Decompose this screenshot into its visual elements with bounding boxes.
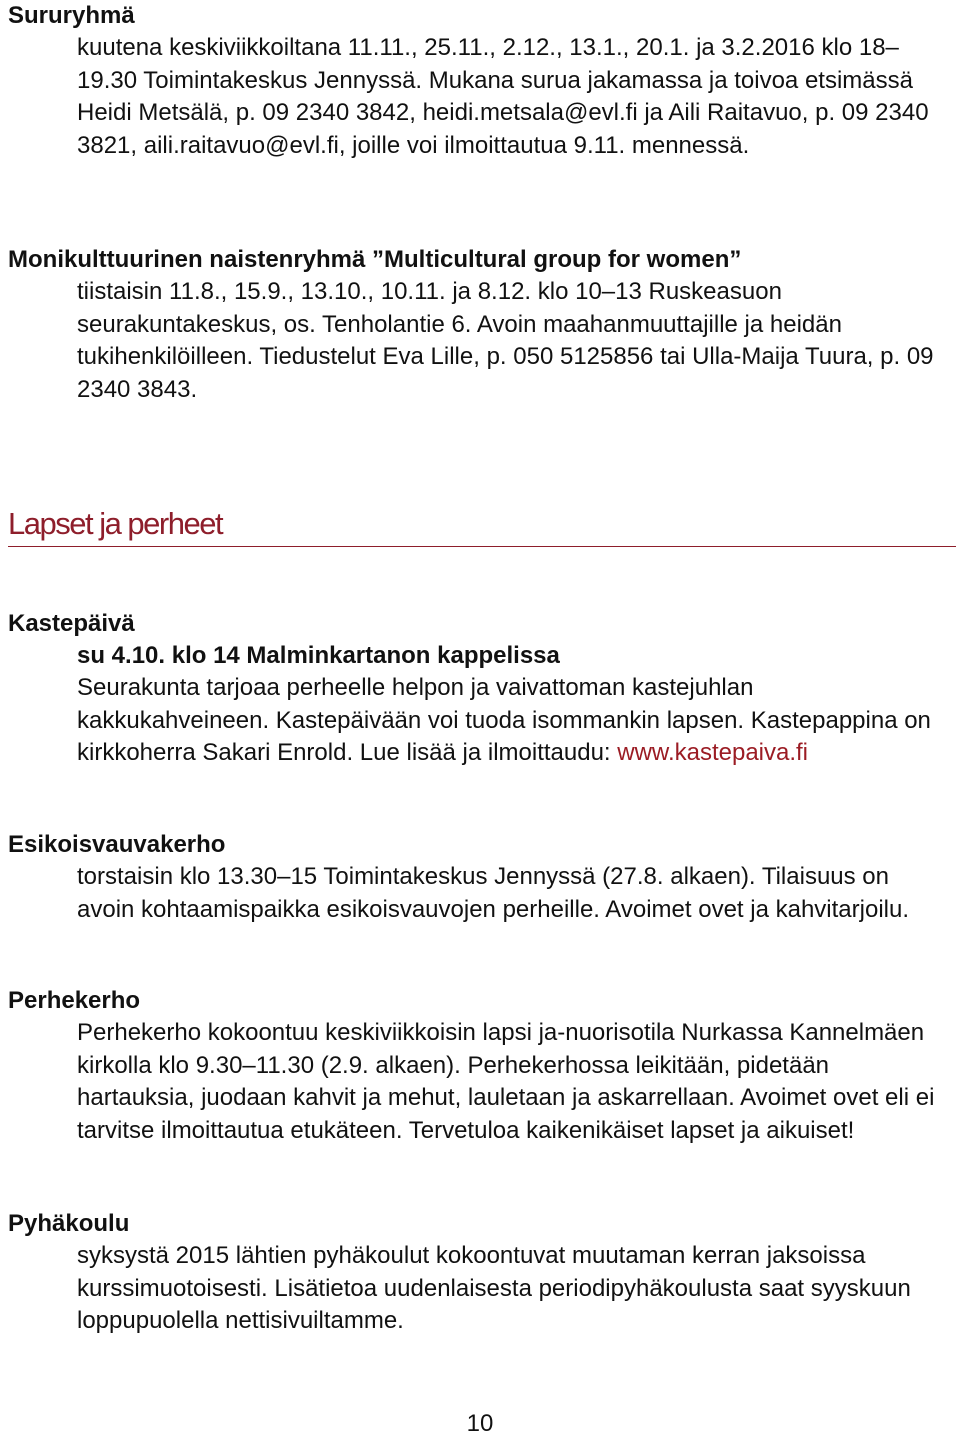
pyhakoulu-section xyxy=(8,1208,952,1338)
naistenryhma-text: tiistaisin 11.8., 15.9., 13.10., 10.11. ja 8.12. klo 10–13 Ruskeasuon seurakuntakeskus, os. Tenholantie 6. Avoin maahanmuuttajille ja heidän tukihenkilöilleen. Tiedustelut Eva Lille, p. 050 5125856 tai Ulla-Maija Tuura, p. 09 2340 3843. xyxy=(77,278,934,403)
pyhakoulu-heading: Pyhäkoulu xyxy=(8,1210,130,1237)
perhekerho-text: Perhekerho kokoontuu keskiviikkoisin lapsi ja-nuorisotila Nurkassa Kannelmäen kirkolla klo 9.30–11.30 (2.9. alkaen). Perhekerhossa leikitään, pidetään hartauksia, juodaan kahvit ja mehut, lauletaan ja askarrellaan. Avoimet ovet eli ei tarvitse ilmoittautua etukäteen. Tervetuloa kaikenikäiset lapset ja aikuiset! xyxy=(77,1019,935,1144)
sururyhma-section xyxy=(8,0,952,162)
section-title: Lapset ja perheet xyxy=(8,502,956,547)
sururyhma-heading: Sururyhmä xyxy=(8,2,135,29)
esikoisvauvakerho-section xyxy=(8,829,952,926)
pyhakoulu-text: syksystä 2015 lähtien pyhäkoulut kokoontuvat muutaman kerran jaksoissa kurssimuotoisesti. Lisätietoa uudenlaisesta periodipyhäkoulusta saat syyskuun loppupuolella nettisivuiltamme. xyxy=(77,1242,911,1334)
perhekerho-heading: Perhekerho xyxy=(8,987,141,1014)
kastepaiva-heading: Kastepäivä xyxy=(8,610,135,637)
kastepaiva-subheading: su 4.10. klo 14 Malminkartanon kappelissa xyxy=(77,642,560,669)
kastepaiva-text: Seurakunta tarjoaa perheelle helpon ja vaivattoman kastejuhlan kakkukahveineen. Kastepäivään voi tuoda isommankin lapsen. Kastepappina on kirkkoherra Sakari Enrold. Lue lisää ja ilmoittaudu: xyxy=(77,674,931,766)
esikoisvauvakerho-heading: Esikoisvauvakerho xyxy=(8,831,226,858)
kastepaiva-link[interactable]: www.kastepaiva.fi xyxy=(617,739,809,766)
page-number: 10 xyxy=(466,1410,494,1437)
esikoisvauvakerho-text: torstaisin klo 13.30–15 Toimintakeskus Jennyssä (27.8. alkaen). Tilaisuus on avoin kohtaamispaikka esikoisvauvojen perheille. Avoimet ovet ja kahvitarjoilu. xyxy=(77,863,910,923)
sururyhma-text: kuutena keskiviikkoiltana 11.11., 25.11., 2.12., 13.1., 20.1. ja 3.2.2016 klo 18–19.30 Toimintakeskus Jennyssä. Mukana surua jakamassa ja toivoa etsimässä Heidi Metsälä, p. 09 2340 3842, heidi.metsala@evl.fi ja Aili Raitavuo, p. 09 2340 3821, aili.raitavuo@evl.fi, joille voi ilmoittautua 9.11. mennessä. xyxy=(77,34,929,159)
perhekerho-section xyxy=(8,985,952,1147)
naistenryhma-section xyxy=(8,244,952,406)
naistenryhma-heading: Monikulttuurinen naistenryhmä ”Multicultural group for women” xyxy=(8,246,742,273)
kastepaiva-text-block xyxy=(8,672,952,770)
kastepaiva-section xyxy=(8,608,952,770)
